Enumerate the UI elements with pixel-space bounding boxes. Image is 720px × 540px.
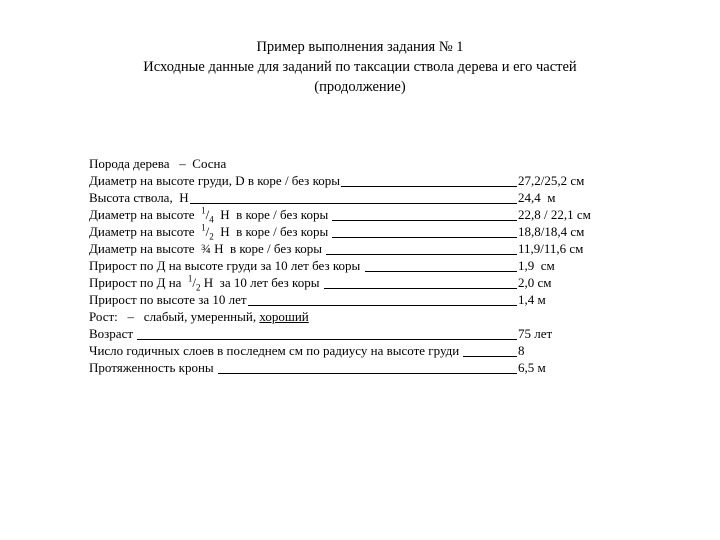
row-value: 18,8/18,4 см: [518, 224, 585, 239]
row-label: Диаметр на высоте $^1/_4$ Н в коре / без коры: [89, 205, 332, 225]
row-label: Прирост по Д на высоте груди за 10 лет без коры: [89, 258, 364, 273]
row-d-quarter: [89, 206, 629, 223]
row-d-three-quarter: [89, 240, 629, 257]
row-label: Прирост по Д на $^1/_2$ Н за 10 лет без коры: [89, 273, 323, 293]
data-list: [89, 155, 629, 376]
doc-title: Пример выполнения задания № 1: [256, 39, 464, 55]
row-growth-dbh: [89, 257, 629, 274]
row-label: Диаметр на высоте $^1/_2$ Н в коре / без коры: [89, 222, 332, 242]
fill-line: [190, 190, 517, 204]
doc-subtitle-note: (продолжение): [314, 79, 406, 95]
row-d-half: [89, 223, 629, 240]
fill-line: [137, 326, 517, 340]
row-value: 2,0 см: [518, 275, 552, 290]
row-label: Диаметр на высоте ¾ Н в коре / без коры: [89, 241, 326, 256]
selected-option: хороший: [259, 309, 309, 324]
row-rings: [89, 342, 629, 359]
row-value: 8: [518, 343, 525, 358]
row-growth-class: [89, 308, 629, 325]
fill-line: [324, 275, 517, 289]
row-value: 6,5 м: [518, 360, 546, 375]
row-value: 11,9/11,6 см: [518, 241, 584, 256]
fill-line: [248, 292, 517, 306]
row-growth-height: [89, 291, 629, 308]
row-label: Рост: – слабый, умеренный,: [89, 309, 260, 324]
row-value: 24,4 м: [518, 190, 556, 205]
row-species: [89, 155, 629, 172]
row-value: 22,8 / 22,1 см: [518, 207, 591, 222]
fill-line: [341, 173, 517, 187]
row-growth-half: [89, 274, 629, 291]
row-value: 27,2/25,2 см: [518, 173, 585, 188]
row-value: 1,4 м: [518, 292, 546, 307]
doc-subtitle: Исходные данные для заданий по таксации ствола дерева и его частей: [143, 59, 577, 75]
row-dbh: [89, 172, 629, 189]
fill-line: [463, 343, 517, 357]
row-label: Диаметр на высоте груди, D в коре / без коры: [89, 173, 340, 188]
fill-line: [326, 241, 517, 255]
fill-line: [365, 258, 518, 272]
fill-line: [332, 207, 517, 221]
row-label: Прирост по высоте за 10 лет: [89, 292, 247, 307]
row-value: 1,9 см: [518, 258, 555, 273]
row-label: Высота ствола, Н: [89, 190, 189, 205]
row-height: [89, 189, 629, 206]
row-label: Протяженность кроны: [89, 360, 217, 375]
row-age: [89, 325, 629, 342]
fill-line: [332, 224, 517, 238]
row-crown: [89, 359, 629, 376]
row-value: 75 лет: [518, 326, 553, 341]
row-label: Возраст: [89, 326, 137, 341]
row-label: Порода дерева – Сосна: [89, 156, 227, 171]
fill-line: [218, 360, 517, 374]
row-label: Число годичных слоев в последнем см по радиусу на высоте груди: [89, 343, 463, 358]
